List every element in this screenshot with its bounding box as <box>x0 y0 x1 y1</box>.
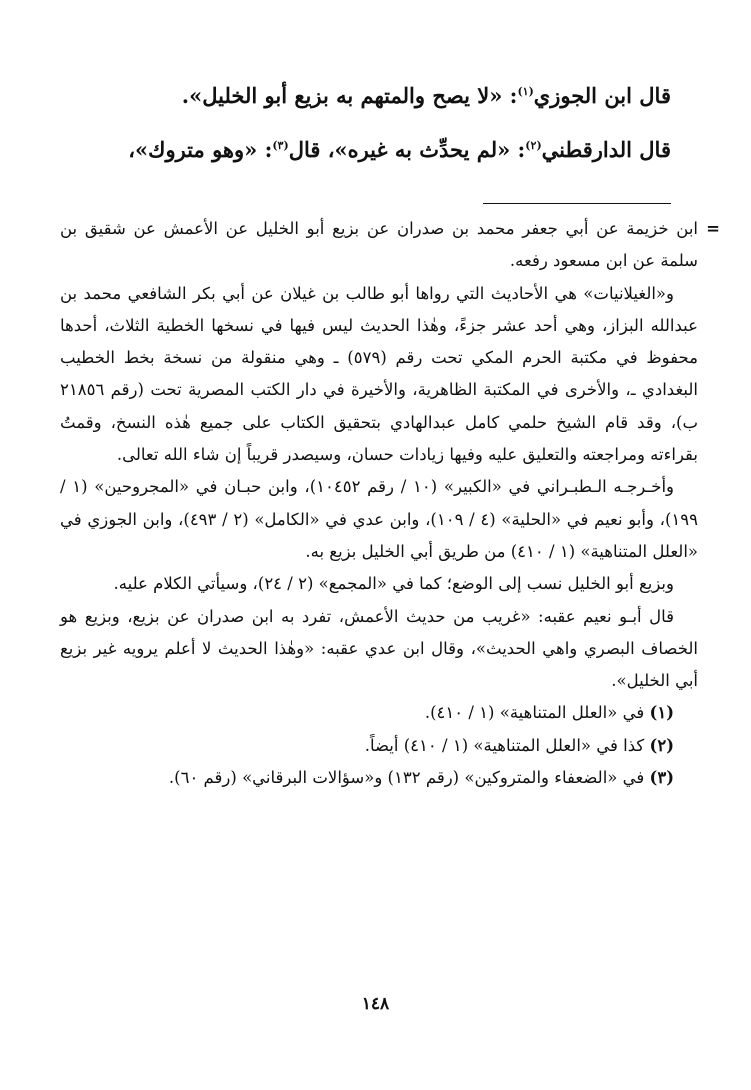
footnote-item-1 <box>60 697 698 729</box>
footnote-list <box>60 697 698 794</box>
footnote-text: في «الضعفاء والمتروكين» (رقم ١٣٢) و«سؤالات البرقاني» (رقم ٦٠). <box>168 768 650 788</box>
footnote-separator-rule <box>483 203 671 204</box>
main-text-line-1 <box>60 82 671 110</box>
footnote-paragraph: و«الغيلانيات» هي الأحاديث التي رواها أبو طالب بن غيلان عن أبي بكر الشافعي محمد بن عبدالله البزاز، وهي أحد عشر جزءً، وهٰذا الحديث ليس فيها في نسخها الخطية الثلاث، أحدها محفوظ في مكتبة الحرم المكي تحت رقم (٥٧٩) ـ وهي منقولة من نسخة بخط الخطيب البغدادي ـ، والأخرى في المكتبة الظاهرية، والأخيرة في دار الكتب المصرية تحت (رقم ٢١٨٥٦ ب)، وقد قام الشيخ حلمي كامل عبدالهادي بتحقيق الكتاب على جميع هٰذه النسخ، وقمتُ بقراءته ومراجعته والتعليق عليه وفيها زيادات حسان، وسيصدر قريباً إن شاء الله تعالى. <box>60 283 699 465</box>
main-text-segment: قال الدارقطني <box>541 137 671 162</box>
footnote-reference-1: (١) <box>517 85 534 98</box>
main-text-segment: : «لا يصح والمتهم به بزيع أبو الخليل». <box>181 83 518 108</box>
footnote-item-2 <box>60 730 698 762</box>
main-text <box>60 82 671 164</box>
footnote-reference-2: (٢) <box>525 139 542 152</box>
main-text-segment: : «لم يحدِّث به غيره»، قال <box>288 137 526 162</box>
footnote-text: كذا في «العلل المتناهية» (١ / ٤١٠) أيضاً. <box>364 735 650 755</box>
main-text-segment: : «وهو متروك»، <box>128 137 273 162</box>
footnote-number: (٣) <box>649 768 674 788</box>
footnote-continuation-text: ابن خزيمة عن أبي جعفر محمد بن صدران عن بزيع أبو الخليل عن الأعمش عن شقيق بن سلمة عن ابن مسعود رفعه. <box>60 219 698 271</box>
footnotes-section <box>60 213 720 794</box>
footnote-reference-3: (٣) <box>272 139 289 152</box>
footnote-item-3 <box>60 762 698 794</box>
footnote-paragraph: وأخـرجـه الـطبـراني في «الكبير» (١٠ / رقم ١٠٤٥٢)، وابن حبـان في «المجروحين» (١ / ١٩٩)، وأبو نعيم في «الحلية» (٤ / ١٠٩)، وابن عدي في «الكامل» (٢ / ٤٩٣)، وابن الجوزي في «العلل المتناهية» (١ / ٤١٠) من طريق أبي الخليل بزيع به. <box>60 477 698 561</box>
footnote-number: (٢) <box>649 735 674 755</box>
continuation-marker: = <box>706 219 720 238</box>
main-text-line-2 <box>60 136 671 164</box>
main-text-segment: قال ابن الجوزي <box>533 83 671 108</box>
footnote-text: في «العلل المتناهية» (١ / ٤١٠). <box>424 703 650 723</box>
footnote-continuation <box>60 213 720 278</box>
footnote-paragraph: وبزيع أبو الخليل نسب إلى الوضع؛ كما في «المجمع» (٢ / ٢٤)، وسيأتي الكلام عليه. <box>113 574 674 594</box>
footnote-paragraph: قال أبـو نعيم عقبه: «غريب من حديث الأعمش، تفرد به ابن صدران عن بزيع، وبزيع هو الخصاف البصري واهي الحديث»، وقال ابن عدي عقبه: «وهٰذا الحديث لا أعلم يرويه غير بزيع أبي الخليل». <box>60 606 698 691</box>
page-number: ١٤٨ <box>361 994 390 1014</box>
footnote-number: (١) <box>649 703 674 723</box>
